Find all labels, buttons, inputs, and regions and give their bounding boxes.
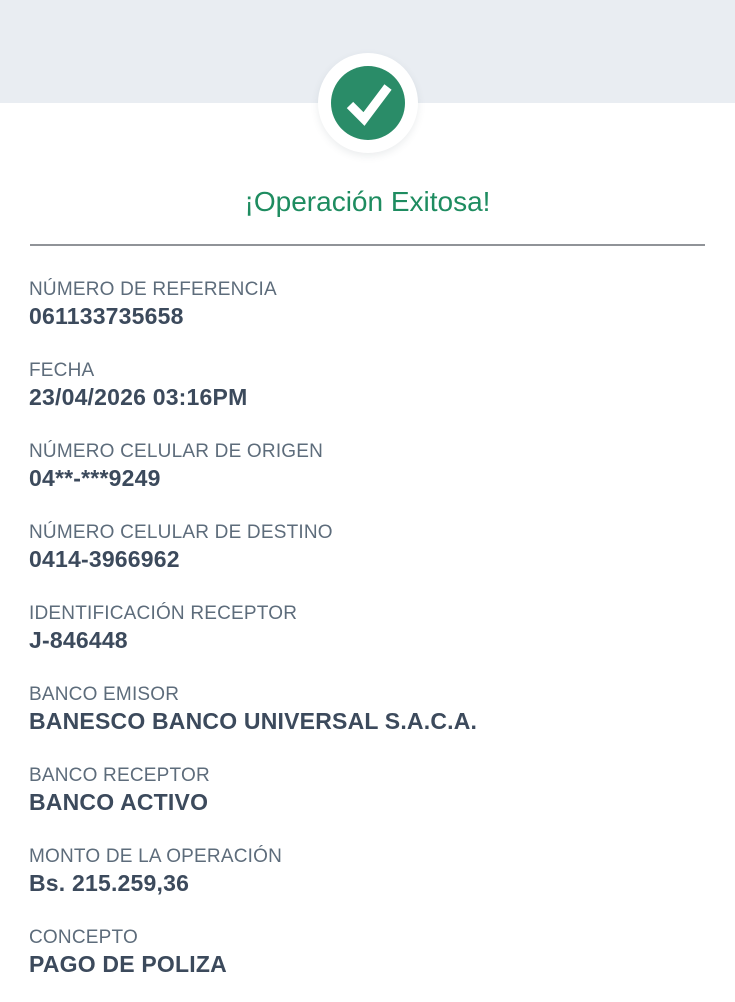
field-value: PAGO DE POLIZA [29, 951, 227, 977]
field-row [29, 926, 706, 978]
field-row [29, 278, 706, 330]
field-label: IDENTIFICACIÓN RECEPTOR [29, 603, 298, 624]
field-label: NÚMERO CELULAR DE DESTINO [29, 522, 333, 543]
field-row [29, 764, 706, 816]
field-value: J-846448 [29, 627, 128, 653]
field-label: BANCO EMISOR [29, 684, 180, 705]
field-label: MONTO DE LA OPERACIÓN [29, 846, 283, 867]
field-label: NÚMERO CELULAR DE ORIGEN [29, 441, 324, 462]
field-row [29, 602, 706, 654]
check-icon [328, 63, 408, 143]
field-value: 061133735658 [29, 303, 184, 329]
field-value: Bs. 215.259,36 [29, 870, 190, 896]
field-value: 0414-3966962 [29, 546, 180, 572]
field-row [29, 845, 706, 897]
field-value: 04**-***9249 [29, 465, 161, 491]
success-badge [318, 53, 418, 153]
field-label: FECHA [29, 360, 95, 381]
field-row [29, 359, 706, 411]
page-title: ¡Operación Exitosa! [244, 186, 491, 217]
field-row [29, 440, 706, 492]
field-label: NÚMERO DE REFERENCIA [29, 279, 277, 300]
field-row [29, 521, 706, 573]
field-label: CONCEPTO [29, 927, 138, 948]
field-value: BANCO ACTIVO [29, 789, 209, 815]
field-value: 23/04/2026 03:16PM [29, 384, 248, 410]
field-row [29, 683, 706, 735]
field-label: BANCO RECEPTOR [29, 765, 210, 786]
divider [30, 244, 705, 246]
field-value: BANESCO BANCO UNIVERSAL S.A.C.A. [29, 708, 478, 734]
fields-list [0, 278, 735, 978]
